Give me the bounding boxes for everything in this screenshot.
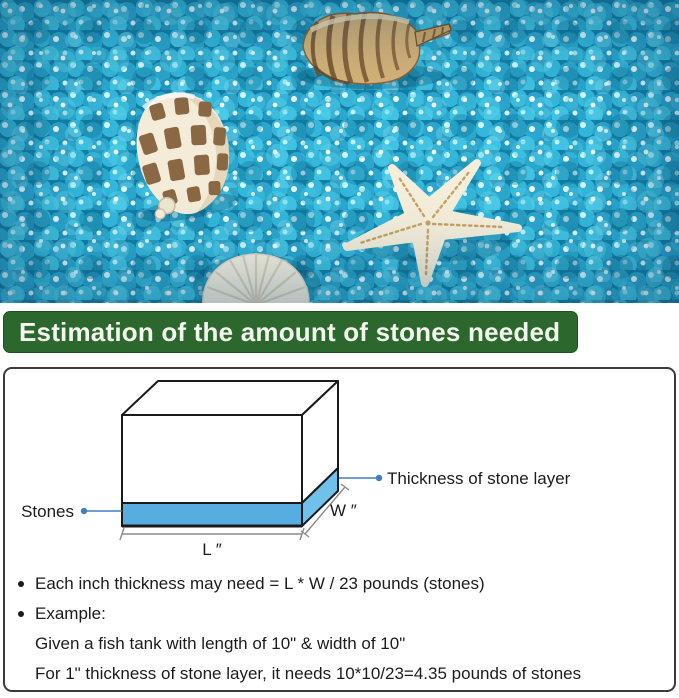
stones-label: Stones: [21, 502, 74, 521]
note-example-given: [5, 629, 674, 659]
photo-illustration: [0, 0, 679, 303]
bullet-icon: [18, 581, 24, 587]
product-photo: [0, 0, 679, 303]
length-dimension-line: [120, 528, 304, 540]
note-text: For 1" thickness of stone layer, it needs 10*10/23=4.35 pounds of stones: [35, 664, 582, 683]
stone-layer-front: [122, 503, 302, 526]
estimation-box: [3, 367, 676, 692]
section-banner: [3, 311, 578, 353]
stones-leader-dot: [81, 508, 87, 514]
tank-front-face: [122, 415, 302, 503]
thickness-leader-dot: [376, 475, 382, 481]
note-text: Example:: [35, 604, 106, 623]
thickness-label: Thickness of stone layer: [387, 469, 571, 488]
note-example-result: [5, 659, 674, 689]
note-text: Given a fish tank with length of 10" & width of 10": [35, 634, 406, 653]
note-example-heading: [5, 599, 674, 629]
note-text: Each inch thickness may need = L * W / 23 pounds (stones): [35, 574, 485, 593]
tank-diagram: [5, 369, 674, 565]
note-formula: [5, 569, 674, 599]
tank-top-face: [122, 381, 338, 415]
length-label: L ″: [202, 540, 222, 559]
banner-title: Estimation of the amount of stones needed: [19, 316, 561, 347]
notes-list: [5, 569, 674, 689]
width-label: W ″: [330, 501, 357, 520]
bullet-icon: [18, 611, 24, 617]
